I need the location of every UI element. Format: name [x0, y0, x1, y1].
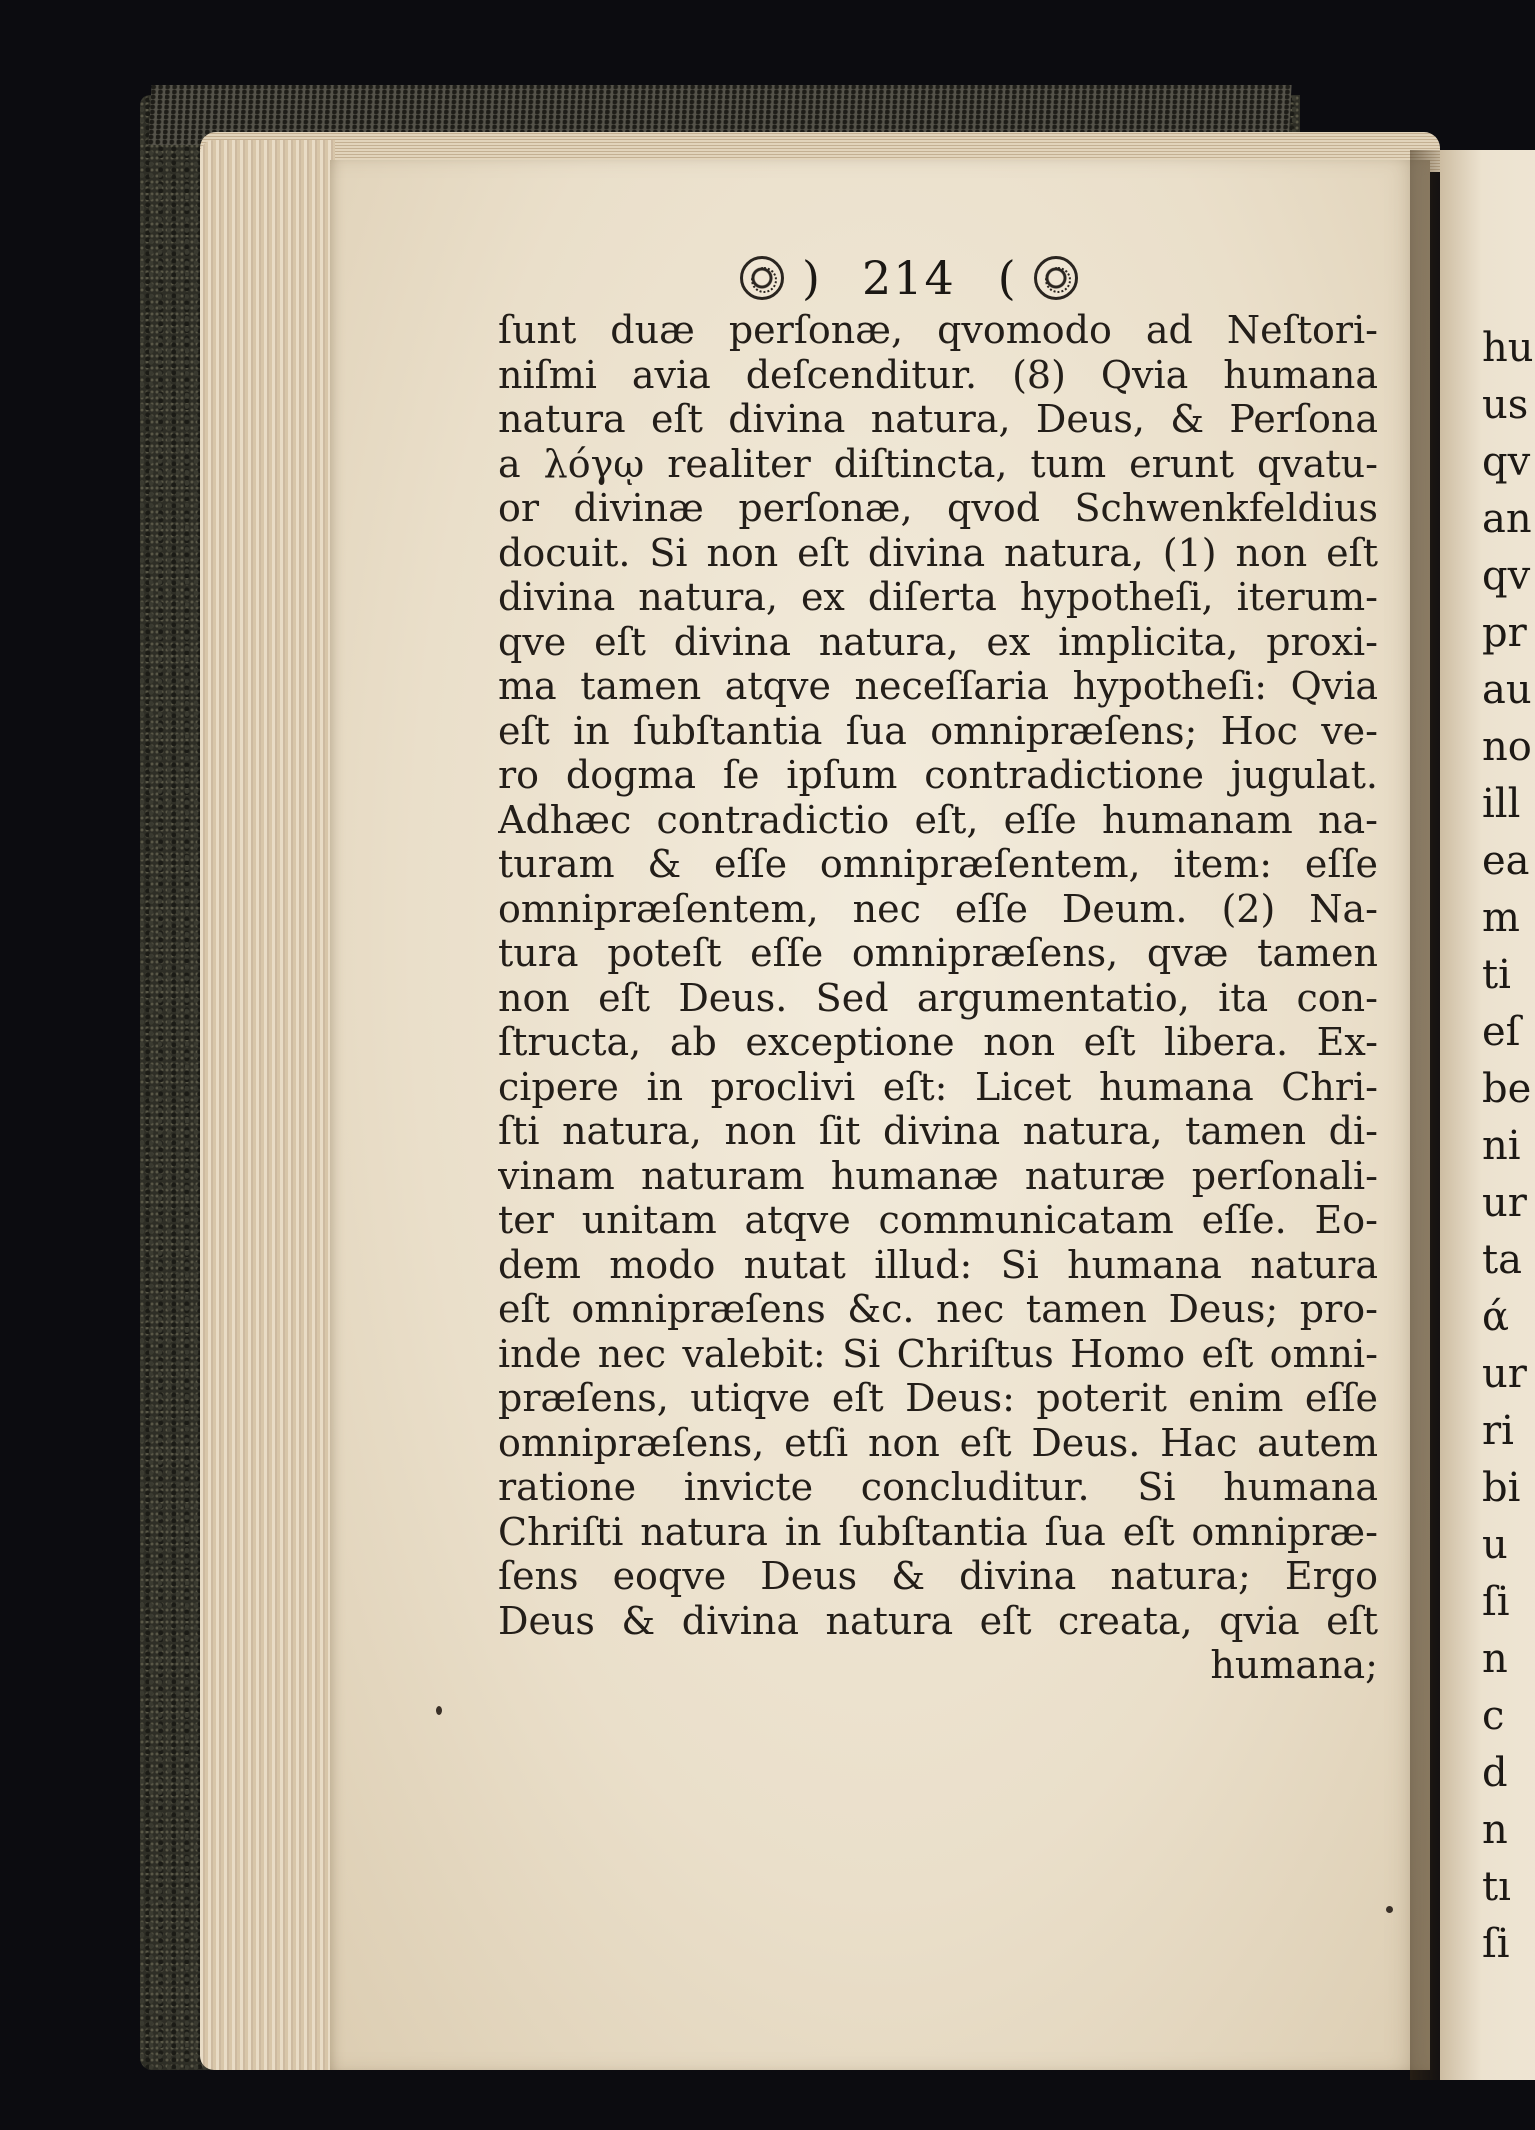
- facing-page-fragment: ni: [1482, 1123, 1521, 1169]
- facing-page-fragment: qv: [1482, 439, 1531, 485]
- facing-page-fragment: no: [1482, 724, 1532, 770]
- facing-page-fragment: bi: [1482, 1465, 1521, 1511]
- facing-page-fragment: be: [1482, 1066, 1532, 1112]
- text-line: præſens, utiqve eſt Deus: poterit enim eſſe: [498, 1376, 1378, 1420]
- text-line: dem modo nutat illud: Si humana natura: [498, 1242, 1378, 1287]
- facing-page-fragment: tı: [1482, 1864, 1511, 1910]
- facing-page-fragment: hu: [1482, 325, 1534, 371]
- text-line: ſti natura, non ſit divina natura, tamen di-: [498, 1109, 1378, 1153]
- text-line: vinam naturam humanæ naturæ perſonali-: [498, 1153, 1378, 1198]
- page-number: 214: [861, 251, 956, 305]
- facing-page-fragment: n: [1482, 1807, 1508, 1853]
- text-line: ratione invicte concluditur. Si humana: [498, 1465, 1378, 1509]
- text-line: ſunt duæ perſonæ, qvomodo ad Neſtori-: [498, 308, 1378, 352]
- text-line: ſens eoqve Deus & divina natura; Ergo: [498, 1554, 1378, 1598]
- ink-speck: [436, 1706, 442, 1715]
- facing-page-fragment: ά: [1482, 1294, 1510, 1340]
- text-line: a λόγῳ realiter diſtincta, tum erunt qvatu-: [498, 441, 1378, 486]
- text-line: Deus & divina natura eſt creata, qvia eſt: [498, 1598, 1378, 1643]
- text-line: niſmi avia deſcenditur. (8) Qvia humana: [498, 352, 1378, 397]
- text-line: docuit. Si non eſt divina natura, (1) non eſt: [498, 530, 1378, 575]
- facing-page-fragment: u: [1482, 1522, 1508, 1568]
- text-line: inde nec valebit: Si Chriſtus Homo eſt omni-: [498, 1331, 1378, 1376]
- facing-page-fragment: c: [1482, 1693, 1505, 1739]
- text-line: ro dogma ſe ipſum contradictione jugulat.: [498, 753, 1378, 797]
- text-line: turam & eſſe omnipræſentem, item: eſſe: [498, 842, 1378, 886]
- text-line: Adhæc contradictio eſt, eſſe humanam na-: [498, 797, 1378, 842]
- facing-page-fragment: ill: [1482, 781, 1521, 827]
- rosette-icon: [740, 256, 784, 300]
- text-line: divina natura, ex diſerta hypotheſi, iterum-: [498, 575, 1378, 619]
- facing-page-fragment: eſ: [1482, 1009, 1521, 1055]
- text-line: ſtructa, ab exceptione non eſt libera. Ex-: [498, 1020, 1378, 1064]
- text-line: or divinæ perſonæ, qvod Schwenkfeldius: [498, 486, 1378, 530]
- facing-page-fragment: ur: [1482, 1351, 1527, 1397]
- facing-page-fragment: qv: [1482, 553, 1531, 599]
- facing-page-fragment: pr: [1482, 610, 1527, 656]
- facing-page-fragment: n: [1482, 1636, 1508, 1682]
- text-line: eſt omnipræſens &c. nec tamen Deus; pro-: [498, 1287, 1378, 1331]
- facing-page: [1440, 150, 1535, 2080]
- text-line: Chriſti natura in ſubſtantia ſua eſt omnipræ-: [498, 1509, 1378, 1554]
- text-line: humana;: [1210, 1643, 1378, 1687]
- rosette-icon: [1034, 256, 1078, 300]
- facing-page-fragment: ea: [1482, 838, 1530, 884]
- text-line: tura poteſt eſſe omnipræſens, qvæ tamen: [498, 931, 1378, 975]
- facing-page-fragment: ur: [1482, 1180, 1527, 1226]
- text-line: ma tamen atqve neceſſaria hypotheſi: Qvia: [498, 664, 1378, 708]
- facing-page-fragment: ſi: [1482, 1921, 1510, 1967]
- facing-page-fragment: us: [1482, 382, 1529, 428]
- header-left-paren: ): [802, 251, 820, 305]
- body-text: [498, 308, 1378, 1688]
- page-header: [740, 248, 1160, 308]
- facing-page-fragment: ta: [1482, 1237, 1522, 1283]
- facing-page-fragment: ſi: [1482, 1579, 1510, 1625]
- facing-page-fragment: ri: [1482, 1408, 1514, 1454]
- ink-speck: [1386, 1906, 1393, 1913]
- page-block-fore-edge: [200, 140, 335, 2070]
- text-line: cipere in proclivi eſt: Licet humana Chri-: [498, 1064, 1378, 1109]
- header-right-paren: (: [997, 251, 1016, 305]
- text-line: omnipræſentem, nec eſſe Deum. (2) Na-: [498, 886, 1378, 931]
- facing-page-fragment: d: [1482, 1750, 1508, 1796]
- facing-page-fragment: an: [1482, 496, 1532, 542]
- text-line: eſt in ſubſtantia ſua omnipræſens; Hoc ve-: [498, 708, 1378, 753]
- text-line: qve eſt divina natura, ex implicita, proxi-: [498, 619, 1378, 664]
- facing-page-fragment: au: [1482, 667, 1532, 713]
- text-line: ter unitam atqve communicatam eſſe. Eo-: [498, 1198, 1378, 1242]
- text-line: non eſt Deus. Sed argumentatio, ita con-: [498, 975, 1378, 1020]
- text-line: omnipræſens, etſi non eſt Deus. Hac autem: [498, 1420, 1378, 1465]
- text-line: natura eſt divina natura, Deus, & Perſona: [498, 397, 1378, 441]
- facing-page-fragment: ti: [1482, 952, 1511, 998]
- facing-page-fragment: m: [1482, 895, 1520, 941]
